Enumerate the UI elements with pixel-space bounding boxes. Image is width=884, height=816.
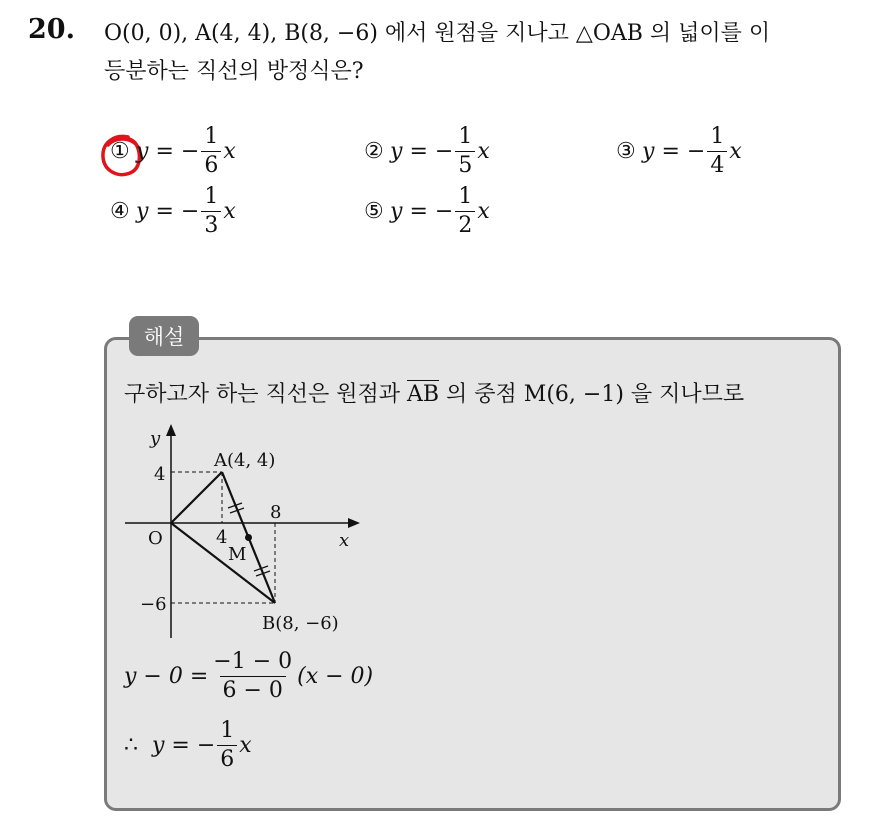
y-axis-label: y [150, 428, 161, 449]
choice-x: x [477, 199, 490, 224]
choice-x: x [223, 199, 236, 224]
choice-3[interactable] [616, 126, 742, 177]
choice-x: x [729, 139, 742, 164]
point-a-label: A(4, 4) [214, 450, 276, 471]
question-number: 20. [28, 14, 75, 45]
eq1-fraction: $\frac{-1 - 0}{6 - 0}$ [213, 649, 293, 703]
triangle-graph [120, 420, 370, 640]
choice-4[interactable] [110, 186, 236, 237]
explanation-text-start: 구하고자 하는 직선은 원점과 [124, 382, 407, 407]
choice-label: ⑤ [364, 199, 384, 224]
eq2-fraction: $\frac{1}{6}$ [217, 720, 237, 771]
origin-label: O [148, 528, 163, 549]
choice-1[interactable] [110, 126, 236, 177]
choice-var: y [390, 139, 403, 164]
question-text-line-2: 등분하는 직선의 방정식은? [104, 59, 364, 84]
choice-label: ④ [110, 199, 130, 224]
choice-fraction: $\frac{1}{4}$ [707, 126, 727, 177]
choice-eq: = − [409, 139, 454, 164]
choice-5[interactable] [364, 186, 490, 237]
segment-oa [171, 472, 222, 523]
segment-ab: AB [407, 382, 440, 407]
choice-fraction: $\frac{1}{2}$ [455, 186, 475, 237]
choice-var: y [642, 139, 655, 164]
therefore-symbol: ∴ [124, 733, 138, 758]
choice-eq: = − [409, 199, 454, 224]
choice-label: ③ [616, 139, 636, 164]
eq2-x: x [239, 733, 252, 758]
explanation-text-end: 의 중점 M(6, −1) 을 지나므로 [439, 382, 745, 407]
solution-explanation [124, 377, 744, 408]
midpoint-m-dot [245, 534, 252, 541]
choice-eq: = − [155, 199, 200, 224]
choice-var: y [390, 199, 403, 224]
choice-2[interactable] [364, 126, 490, 177]
choice-fraction: $\frac{1}{6}$ [201, 126, 221, 177]
eq1-lhs: y − 0 = [124, 664, 209, 689]
choice-eq: = − [155, 139, 200, 164]
choice-var: y [136, 199, 149, 224]
final-equation [124, 720, 252, 771]
choice-fraction: $\frac{1}{5}$ [455, 126, 475, 177]
eq1-rhs: (x − 0) [297, 664, 374, 689]
x-axis-arrow [348, 518, 360, 528]
choice-label: ② [364, 139, 384, 164]
choice-x: x [477, 139, 490, 164]
y-axis-arrow [166, 424, 176, 436]
question-text-line-1: O(0, 0), A(4, 4), B(8, −6) 에서 원점을 지나고 △OAB 의 넓이를 이 [104, 21, 771, 46]
choice-var: y [136, 139, 149, 164]
choice-label: ① [110, 139, 130, 164]
tick-x4-label: 4 [216, 527, 228, 548]
solution-tag: 해설 [129, 316, 199, 356]
choice-fraction: $\frac{1}{3}$ [201, 186, 221, 237]
point-b-label: B(8, −6) [262, 613, 339, 634]
eq2-lhs: y = − [152, 733, 216, 758]
slope-equation [124, 651, 373, 702]
point-m-label: M [228, 544, 247, 565]
tick-y4-label: 4 [154, 464, 166, 485]
tick-yneg6-label: −6 [140, 594, 167, 615]
tick-x8-label: 8 [270, 502, 282, 523]
x-axis-label: x [339, 530, 350, 551]
choice-eq: = − [661, 139, 706, 164]
choice-x: x [223, 139, 236, 164]
